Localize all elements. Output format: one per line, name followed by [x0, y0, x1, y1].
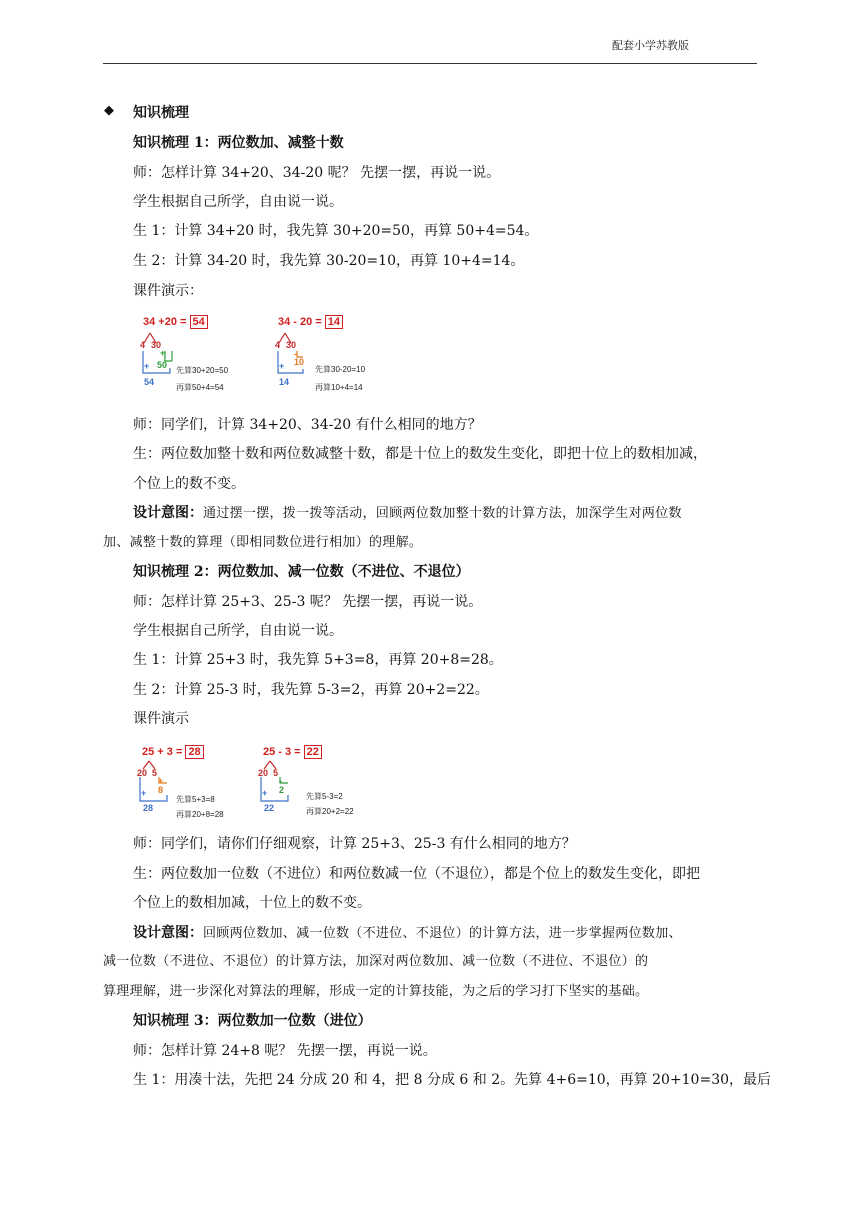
- s2-line: 生 2：计算 25-3 时，我先算 5-3=2，再算 20+2=22。: [133, 682, 489, 698]
- s2-line: 生 1：计算 25+3 时，我先算 5+3=8，再算 20+8=28。: [133, 652, 503, 668]
- header-text: 配套小学苏教版: [612, 39, 689, 52]
- s1-line: 师：怎样计算 34+20、34-20 呢？ 先摆一摆，再说一说。: [133, 165, 501, 181]
- demo-op: +: [158, 776, 164, 786]
- s2-intent-cont: 算理理解，进一步深化对算法的理解，形成一定的计算技能，为之后的学习打下坚实的基础。: [103, 984, 649, 999]
- s2-line: 课件演示: [133, 711, 189, 727]
- s2-line: 师：怎样计算 25+3、25-3 呢？ 先摆一摆，再说一说。: [133, 594, 483, 610]
- demo-op: +: [160, 348, 166, 358]
- demo-step1: 先算30-20=10: [315, 365, 366, 374]
- demo-part-b: 30: [151, 340, 162, 350]
- demo-step2: 再算10+4=14: [315, 383, 363, 392]
- s3-title: 知识梳理 3：两位数加一位数（进位）: [133, 1013, 372, 1029]
- demo-step2: 再算20+8=28: [176, 810, 224, 819]
- s2-after: 师：同学们，请你们仔细观察，计算 25+3、25-3 有什么相同的地方？: [133, 836, 576, 852]
- s2-after: 生：两位数加一位数（不进位）和两位数减一位（不退位），都是个位上的数发生变化，即把: [133, 866, 700, 882]
- demo-part-a: 4: [275, 340, 281, 350]
- demo-result: 28: [185, 745, 203, 759]
- demo-op2: +: [141, 788, 147, 798]
- s2-intent: [133, 923, 682, 944]
- demo-result: 54: [190, 315, 208, 329]
- demo-partial: 10: [294, 357, 305, 367]
- demo-partial: 2: [279, 785, 285, 795]
- s1-line: 学生根据自己所学，自由说一说。: [133, 194, 343, 210]
- header-rule: [103, 63, 757, 64]
- s3-line: 师：怎样计算 24+8 呢？ 先摆一摆，再说一说。: [133, 1043, 437, 1059]
- demo-expression: 25 - 3 =: [263, 746, 301, 758]
- intent-text: 回顾两位数加、减一位数（不进位、不退位）的计算方法，进一步掌握两位数加、: [203, 926, 682, 941]
- demo-part-a: 20: [137, 768, 148, 778]
- demo-part-b: 30: [286, 340, 297, 350]
- s2-line: 学生根据自己所学，自由说一说。: [133, 623, 343, 639]
- diamond-bullet-icon: ◆: [104, 103, 114, 118]
- demo-expression: 34 - 20 =: [278, 316, 322, 328]
- demo-sum: 54: [144, 377, 155, 387]
- demo-partial: 8: [158, 785, 164, 795]
- intent-label: 设计意图：: [133, 925, 203, 941]
- demo-part-b: 5: [152, 768, 158, 778]
- s1-line: 生 2：计算 34-20 时，我先算 30-20=10，再算 10+4=14。: [133, 253, 525, 269]
- demo-op2: +: [279, 361, 285, 371]
- s1-line: 课件演示：: [133, 283, 203, 299]
- s2-intent-cont: 减一位数（不进位、不退位）的计算方法，加深对两位数加、减一位数（不进位、不退位）的: [103, 954, 649, 969]
- demo-figure: [258, 743, 373, 823]
- demo-step2: 再算50+4=54: [176, 383, 224, 392]
- demo-sum: 22: [264, 803, 275, 813]
- demo-figure: [275, 313, 390, 393]
- demo-result: 14: [325, 315, 343, 329]
- s1-title: 知识梳理 1：两位数加、减整十数: [133, 135, 344, 151]
- demo-step1: 先算30+20=50: [176, 366, 229, 375]
- s2-title: 知识梳理 2：两位数加、减一位数（不进位、不退位）: [133, 564, 470, 580]
- s1-after: 生：两位数加整十数和两位数减整十数，都是十位上的数发生变化，即把十位上的数相加减，: [133, 446, 707, 462]
- demo-sum: 28: [143, 803, 154, 813]
- s1-intent-cont: 加、减整十数的算理（即相同数位进行相加）的理解。: [103, 535, 423, 550]
- demo-expression: 25 + 3 =: [142, 746, 183, 758]
- demo-op2: +: [262, 788, 268, 798]
- demo-result: 22: [304, 745, 322, 759]
- demo-figure: [140, 313, 250, 393]
- demo-partial: 50: [157, 360, 168, 370]
- demo-op2: +: [144, 361, 150, 371]
- demo-op: -: [294, 349, 297, 359]
- demo-part-a: 4: [140, 340, 146, 350]
- demo-part-b: 5: [273, 768, 279, 778]
- s2-after: 个位上的数相加减，十位上的数不变。: [133, 895, 371, 911]
- demo-op: -: [279, 776, 282, 786]
- demo-step1: 先算5+3=8: [176, 795, 215, 804]
- demo-expression: 34 +20 =: [143, 316, 187, 328]
- demo-step2: 再算20+2=22: [306, 807, 354, 816]
- demo-step1: 先算5-3=2: [306, 792, 343, 801]
- s1-line: 生 1：计算 34+20 时，我先算 30+20=50，再算 50+4=54。: [133, 223, 539, 239]
- demo-sum: 14: [279, 377, 290, 387]
- section-title: 知识梳理: [133, 105, 189, 121]
- demo-figure: [137, 743, 247, 823]
- s1-after: 个位上的数不变。: [133, 476, 245, 492]
- s3-line: 生 1：用凑十法，先把 24 分成 20 和 4，把 8 分成 6 和 2。先算 4+6=10，再算 20+10=30，最后: [133, 1072, 772, 1088]
- intent-label: 设计意图：: [133, 505, 203, 521]
- demo-part-a: 20: [258, 768, 269, 778]
- s1-after: 师：同学们，计算 34+20、34-20 有什么相同的地方？: [133, 417, 482, 433]
- s1-intent: [133, 503, 682, 524]
- intent-text: 通过摆一摆，拨一拨等活动，回顾两位数加整十数的计算方法，加深学生对两位数: [203, 506, 682, 521]
